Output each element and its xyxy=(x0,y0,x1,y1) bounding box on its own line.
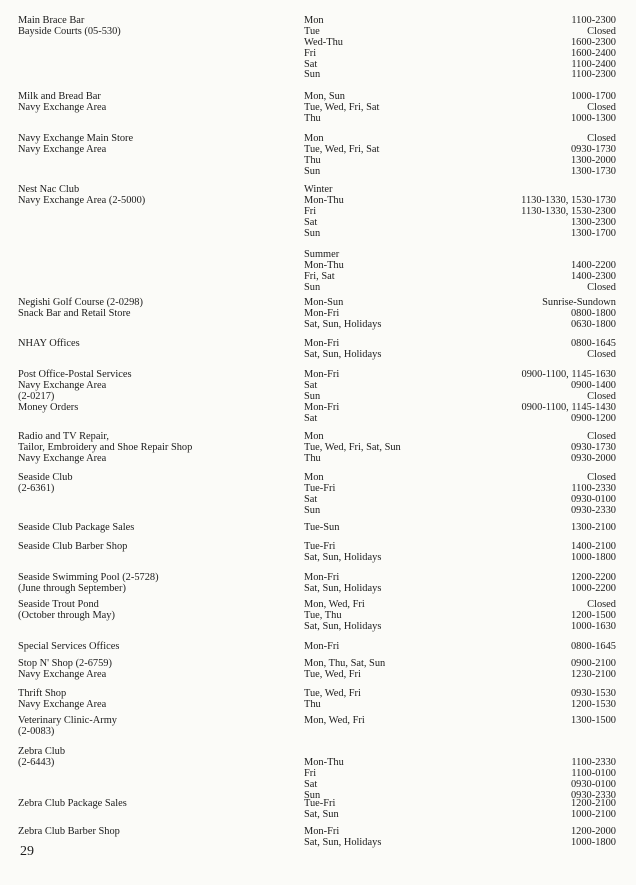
hours-line: 0930-1530 xyxy=(570,688,616,699)
days xyxy=(304,747,484,801)
days-line: Mon, Thu, Sat, Sun xyxy=(304,658,386,669)
facility-name xyxy=(18,542,298,553)
days-line: Fri xyxy=(304,205,317,217)
days-line: Tue, Wed, Fri, Sat, Sun xyxy=(304,441,401,453)
facility-name xyxy=(18,747,298,769)
facility-name xyxy=(18,523,298,534)
hours-line: 0900-1100, 1145-1430 xyxy=(521,401,616,413)
hours-line: 1000-2200 xyxy=(570,582,616,594)
days-line: Sat xyxy=(304,778,318,790)
hours xyxy=(458,16,616,81)
days xyxy=(304,827,484,849)
days xyxy=(304,370,484,424)
facility-name-line: Radio and TV Repair, xyxy=(18,431,109,442)
days-line: Tue, Wed, Fri xyxy=(304,668,361,680)
facility-name-line: Seaside Swimming Pool (2-5728) xyxy=(18,572,159,583)
facility-name-line: Zebra Club Barber Shop xyxy=(18,826,120,837)
facility-name-line: Navy Exchange Area xyxy=(18,143,107,155)
hours-line: 0930-1730 xyxy=(570,441,616,453)
days-line: Mon-Thu xyxy=(304,194,344,206)
facility-name xyxy=(18,370,298,414)
hours-line: 1130-1330, 1530-2300 xyxy=(521,205,616,217)
facility-name xyxy=(18,339,298,350)
days-line: Mon xyxy=(304,15,324,26)
days-line: Sat, Sun, Holidays xyxy=(304,551,382,563)
days-line: Mon-Fri xyxy=(304,338,340,349)
hours xyxy=(458,600,616,633)
days-line: Tue, Wed, Fri, Sat xyxy=(304,101,380,113)
days xyxy=(304,600,484,633)
days-line: Mon xyxy=(304,133,324,144)
days-line: Mon, Wed, Fri xyxy=(304,599,365,610)
facility-name-line: Stop N' Shop (2-6759) xyxy=(18,658,112,669)
days xyxy=(304,573,484,595)
facility-name xyxy=(18,473,298,495)
days-line: Mon-Fri xyxy=(304,826,340,837)
facility-name-line: Negishi Golf Course (2-0298) xyxy=(18,297,143,308)
page-number: 29 xyxy=(20,844,34,859)
facility-name-line: Zebra Club Package Sales xyxy=(18,798,127,809)
days-line: Mon xyxy=(304,431,324,442)
hours-line: 1000-1630 xyxy=(570,620,616,632)
hours-line: 1000-1800 xyxy=(570,551,616,563)
facility-name xyxy=(18,134,298,156)
hours-line: 1000-1300 xyxy=(570,112,616,124)
days-line: Mon-Thu xyxy=(304,756,344,768)
facility-name-line: (2-0083) xyxy=(18,725,55,737)
hours-line: 0930-1730 xyxy=(570,143,616,155)
facility-name xyxy=(18,185,298,207)
hours-line: 1400-2200 xyxy=(570,260,616,272)
hours-line: 0930-2330 xyxy=(570,789,616,801)
hours-line: Closed xyxy=(587,472,616,483)
hours-line: 1300-2000 xyxy=(570,154,616,166)
days xyxy=(304,432,484,465)
hours-line: Closed xyxy=(587,431,616,442)
hours-line: Closed xyxy=(587,101,616,113)
days-line: Sun xyxy=(304,390,321,402)
days-line: Thu xyxy=(304,154,321,166)
hours xyxy=(458,432,616,465)
hours-line: 1100-2300 xyxy=(571,15,616,26)
hours xyxy=(458,827,616,849)
hours-line: 1100-0100 xyxy=(571,767,616,779)
hours-line: 1100-2330 xyxy=(571,482,616,494)
days-line: Thu xyxy=(304,112,321,124)
hours xyxy=(458,298,616,331)
hours-line: 1200-2000 xyxy=(570,826,616,837)
days-line: Winter xyxy=(304,184,333,195)
hours-line: 0800-1645 xyxy=(570,641,616,652)
facility-name-line: Navy Exchange Main Store xyxy=(18,133,134,144)
facility-name-line: Zebra Club xyxy=(18,746,66,757)
hours xyxy=(458,573,616,595)
days xyxy=(304,339,484,361)
days-line: Fri xyxy=(304,767,317,779)
facility-name-line: Navy Exchange Area xyxy=(18,101,107,113)
hours-line: 1100-2400 xyxy=(571,58,616,70)
facility-name xyxy=(18,642,298,653)
facility-name-line: Navy Exchange Area xyxy=(18,379,107,391)
days-line: Tue, Thu xyxy=(304,609,342,621)
days-line: Mon-Fri xyxy=(304,641,340,652)
facility-name-line: Navy Exchange Area xyxy=(18,452,107,464)
days xyxy=(304,16,484,81)
facility-name-line: Tailor, Embroidery and Shoe Repair Shop xyxy=(18,441,193,453)
hours-line: 0930-0100 xyxy=(570,778,616,790)
days-line: Wed-Thu xyxy=(304,36,343,48)
hours xyxy=(458,523,616,534)
hours xyxy=(458,716,616,727)
days xyxy=(304,134,484,178)
hours-line: Closed xyxy=(587,282,616,294)
hours-line: 1300-2300 xyxy=(570,216,616,228)
hours-line: 0630-1800 xyxy=(570,318,616,330)
facility-name-line: (June through September) xyxy=(18,582,126,594)
hours-line: 1300-1500 xyxy=(570,715,616,726)
hours-line: Closed xyxy=(587,390,616,402)
hours-line xyxy=(458,239,616,250)
facility-name-line: Post Office-Postal Services xyxy=(18,369,132,380)
days-line: Sun xyxy=(304,69,321,81)
hours-line: 1200-1530 xyxy=(570,698,616,710)
days-line: Mon-Fri xyxy=(304,369,340,380)
days-line: Sun xyxy=(304,282,321,294)
days-line: Mon-Fri xyxy=(304,401,340,413)
hours xyxy=(458,473,616,517)
days-line: Tue-Fri xyxy=(304,798,336,809)
hours-line: 1000-2100 xyxy=(570,808,616,820)
facility-name-line: Money Orders xyxy=(18,401,79,413)
facility-name-line: (October through May) xyxy=(18,609,115,621)
days-line: Sat, Sun, Holidays xyxy=(304,582,382,594)
hours xyxy=(458,134,616,178)
days-line: Tue-Fri xyxy=(304,541,336,552)
facility-name-line: NHAY Offices xyxy=(18,338,80,349)
facility-name-line: (2-6361) xyxy=(18,482,55,494)
days-line: Sun xyxy=(304,227,321,239)
hours-line: 1200-1500 xyxy=(570,609,616,621)
days xyxy=(304,716,484,727)
facility-name-line: (2-0217) xyxy=(18,390,55,402)
hours-line: 1200-2200 xyxy=(570,572,616,583)
hours-line: 0800-1645 xyxy=(570,338,616,349)
days-line: Mon, Wed, Fri xyxy=(304,715,365,726)
hours-line: Closed xyxy=(587,348,616,360)
hours-line: Closed xyxy=(587,133,616,144)
hours-line: 1400-2100 xyxy=(570,541,616,552)
hours-line: 0900-1100, 1145-1630 xyxy=(521,369,616,380)
hours-line: Sunrise-Sundown xyxy=(542,297,616,308)
days-line: Sat xyxy=(304,216,318,228)
hours-line: Closed xyxy=(587,25,616,37)
days-line: Fri xyxy=(304,47,317,59)
days xyxy=(304,642,484,653)
hours-line: Closed xyxy=(587,599,616,610)
days xyxy=(304,659,484,681)
hours xyxy=(458,642,616,653)
hours-line: 1200-2100 xyxy=(570,798,616,809)
days-line: Sat xyxy=(304,379,318,391)
facility-name xyxy=(18,600,298,622)
days xyxy=(304,185,484,294)
hours-line: 1000-1800 xyxy=(570,836,616,848)
hours xyxy=(458,542,616,564)
hours xyxy=(458,799,616,821)
facility-name-line: Navy Exchange Area (2-5000) xyxy=(18,194,146,206)
days xyxy=(304,92,484,125)
hours-line: 1300-1730 xyxy=(570,165,616,177)
hours-line: 0800-1800 xyxy=(570,307,616,319)
facility-name-line: Snack Bar and Retail Store xyxy=(18,307,131,319)
facility-name-line: Special Services Offices xyxy=(18,641,120,652)
hours-line: 1600-2400 xyxy=(570,47,616,59)
facility-name xyxy=(18,827,298,838)
hours-line: 0900-2100 xyxy=(570,658,616,669)
facility-name-line: (2-6443) xyxy=(18,756,55,768)
hours-line: 0900-1200 xyxy=(570,412,616,424)
hours-line: 1600-2300 xyxy=(570,36,616,48)
days-line: Mon-Fri xyxy=(304,572,340,583)
days xyxy=(304,473,484,517)
facility-name-line: Bayside Courts (05-530) xyxy=(18,25,121,37)
facility-name xyxy=(18,16,298,38)
facility-name-line: Main Brace Bar xyxy=(18,15,85,26)
days-line: Sat, Sun, Holidays xyxy=(304,318,382,330)
days-line: Tue, Wed, Fri, Sat xyxy=(304,143,380,155)
days-line: Thu xyxy=(304,698,321,710)
days-line: Sat, Sun, Holidays xyxy=(304,836,382,848)
days-line: Thu xyxy=(304,452,321,464)
days-line: Sat, Sun, Holidays xyxy=(304,348,382,360)
hours-line: 1100-2330 xyxy=(571,756,616,768)
days-line: Sun xyxy=(304,789,321,801)
days-line: Tue xyxy=(304,25,320,37)
days xyxy=(304,689,484,711)
facility-name xyxy=(18,689,298,711)
facility-name xyxy=(18,799,298,810)
hours-line: 0900-1400 xyxy=(570,379,616,391)
facility-name xyxy=(18,298,298,320)
facility-name xyxy=(18,573,298,595)
hours-line: 0930-2000 xyxy=(570,452,616,464)
days-line: Mon xyxy=(304,472,324,483)
days-line: Sun xyxy=(304,504,321,516)
days-line: Sat xyxy=(304,58,318,70)
hours xyxy=(458,370,616,424)
facility-name-line: Thrift Shop xyxy=(18,688,67,699)
hours xyxy=(458,339,616,361)
facility-name xyxy=(18,432,298,465)
facility-name-line: Veterinary Clinic-Army xyxy=(18,715,117,726)
days xyxy=(304,298,484,331)
facility-name xyxy=(18,716,298,738)
days-line: Sat xyxy=(304,493,318,505)
facility-name-line: Milk and Bread Bar xyxy=(18,91,101,102)
hours xyxy=(458,92,616,125)
facility-name-line: Seaside Trout Pond xyxy=(18,599,99,610)
days-line: Sun xyxy=(304,165,321,177)
hours-line: 0930-0100 xyxy=(570,493,616,505)
facility-name-line: Seaside Club Package Sales xyxy=(18,522,135,533)
days-line: Tue-Sun xyxy=(304,522,340,533)
days xyxy=(304,523,484,534)
hours xyxy=(458,747,616,801)
days xyxy=(304,542,484,564)
facility-name xyxy=(18,92,298,114)
days-line: Sat, Sun xyxy=(304,808,339,820)
hours-line: 1400-2300 xyxy=(570,271,616,283)
facility-name-line: Nest Nac Club xyxy=(18,184,80,195)
hours-line: 1300-1700 xyxy=(570,227,616,239)
hours-line: 0930-2330 xyxy=(570,504,616,516)
days-line: Mon-Sun xyxy=(304,297,344,308)
hours-line: 1000-1700 xyxy=(570,91,616,102)
facility-name-line: Seaside Club Barber Shop xyxy=(18,541,128,552)
days xyxy=(304,799,484,821)
facility-name-line: Navy Exchange Area xyxy=(18,668,107,680)
facility-name xyxy=(18,659,298,681)
facility-name-line: Seaside Club xyxy=(18,472,73,483)
hours-line: 1130-1330, 1530-1730 xyxy=(521,194,616,206)
days-line: Tue-Fri xyxy=(304,482,336,494)
days-line: Sat, Sun, Holidays xyxy=(304,620,382,632)
hours-line: 1100-2300 xyxy=(571,69,616,81)
days-line: Sat xyxy=(304,412,318,424)
days-line: Mon-Fri xyxy=(304,307,340,319)
hours xyxy=(458,689,616,711)
hours xyxy=(458,659,616,681)
days-line: Fri, Sat xyxy=(304,271,335,283)
facility-name-line: Navy Exchange Area xyxy=(18,698,107,710)
days-line: Summer xyxy=(304,249,340,261)
hours xyxy=(458,185,616,294)
days-line: Mon-Thu xyxy=(304,260,344,272)
days-line: Mon, Sun xyxy=(304,91,345,102)
days-line: Tue, Wed, Fri xyxy=(304,688,361,699)
hours-line: 1230-2100 xyxy=(570,668,616,680)
hours-line: 1300-2100 xyxy=(570,522,616,533)
